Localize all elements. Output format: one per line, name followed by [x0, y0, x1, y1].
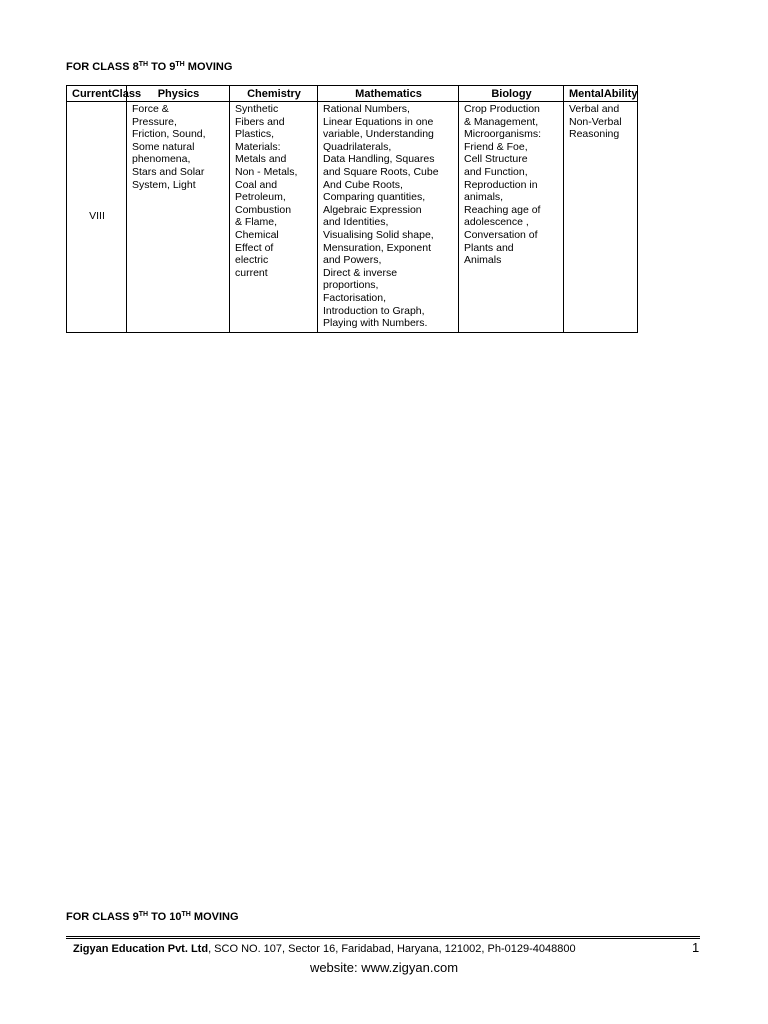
cell-line: current — [235, 266, 268, 279]
cell-line: Fibers and — [235, 115, 285, 128]
header-mental-ability: MentalAbility — [564, 86, 638, 102]
cell-line: Materials: — [235, 140, 281, 153]
cell-line: phenomena, — [132, 153, 191, 166]
cell-line: Coal and — [235, 178, 278, 191]
cell-line: Friend & Foe, — [464, 140, 528, 153]
header-chemistry: Chemistry — [230, 86, 318, 102]
cell-physics — [127, 102, 230, 333]
footer-divider — [66, 936, 700, 939]
cell-line: Plastics, — [235, 128, 275, 141]
cell-line: proportions, — [323, 279, 379, 292]
cell-line: Force & — [132, 103, 169, 115]
cell-line: Algebraic Expression — [323, 203, 422, 216]
cell-line: and Function, — [464, 165, 528, 178]
cell-line: Microorganisms: — [464, 128, 542, 141]
cell-line: Crop Production — [464, 103, 540, 115]
cell-line: Factorisation, — [323, 291, 387, 304]
page-number: 1 — [692, 940, 700, 955]
cell-line: Reasoning — [569, 128, 620, 141]
cell-mental-ability — [564, 102, 638, 333]
cell-line: Chemical — [235, 228, 279, 241]
cell-line: Data Handling, Squares — [323, 153, 435, 166]
cell-line: adolescence , — [464, 216, 529, 229]
header-physics: Physics — [127, 86, 230, 102]
cell-line: Direct & inverse — [323, 266, 398, 279]
cell-line: Stars and Solar — [132, 165, 205, 178]
cell-line: Introduction to Graph, — [323, 304, 425, 317]
cell-line: Cell Structure — [464, 153, 528, 166]
cell-class: VIII — [67, 102, 127, 333]
cell-line: and Powers, — [323, 254, 382, 267]
cell-line: Friction, Sound, — [132, 128, 206, 141]
cell-line: and Square Roots, Cube — [323, 165, 439, 178]
cell-line: Petroleum, — [235, 191, 286, 204]
cell-line: Verbal and — [569, 103, 620, 115]
cell-line: electric — [235, 254, 269, 267]
cell-line: & Flame, — [235, 216, 278, 229]
footer-contact — [73, 943, 576, 955]
cell-line: Mensuration, Exponent — [323, 241, 431, 254]
cell-line: Some natural — [132, 140, 195, 153]
table-row — [67, 102, 638, 333]
cell-line: Non-Verbal — [569, 115, 622, 128]
cell-line: Effect of — [235, 241, 274, 254]
cell-line: Non - Metals, — [235, 165, 298, 178]
section-heading-class-8-to-9: FOR CLASS 8TH TO 9TH MOVING — [66, 61, 233, 73]
cell-line: Visualising Solid shape, — [323, 228, 434, 241]
cell-line: And Cube Roots, — [323, 178, 403, 191]
website-link[interactable]: website: www.zigyan.com — [309, 960, 459, 975]
header-current-class: CurrentClass — [67, 86, 127, 102]
cell-line: Metals and — [235, 153, 287, 166]
cell-line: Pressure, — [132, 115, 177, 128]
cell-mathematics — [318, 102, 459, 333]
cell-line: System, Light — [132, 178, 196, 191]
header-mathematics: Mathematics — [318, 86, 459, 102]
cell-line: Conversation of — [464, 228, 538, 241]
table-header-row — [67, 86, 638, 102]
cell-line: and Identities, — [323, 216, 389, 229]
cell-line: variable, Understanding — [323, 128, 434, 141]
cell-biology — [459, 102, 564, 333]
cell-line: Quadrilaterals, — [323, 140, 392, 153]
header-biology: Biology — [459, 86, 564, 102]
cell-line: Reaching age of — [464, 203, 541, 216]
cell-line: Playing with Numbers. — [323, 317, 428, 330]
cell-chemistry — [230, 102, 318, 333]
cell-line: Reproduction in — [464, 178, 538, 191]
cell-line: Animals — [464, 254, 502, 267]
cell-line: animals, — [464, 191, 504, 204]
cell-line: & Management, — [464, 115, 539, 128]
cell-line: Synthetic — [235, 103, 279, 115]
syllabus-table — [66, 85, 638, 333]
cell-line: Plants and — [464, 241, 514, 254]
cell-line: Linear Equations in one — [323, 115, 434, 128]
cell-line: Rational Numbers, — [323, 103, 410, 115]
section-heading-class-9-to-10: FOR CLASS 9TH TO 10TH MOVING — [66, 911, 239, 923]
cell-line: Comparing quantities, — [323, 191, 426, 204]
company-name: Zigyan Education Pvt. Ltd — [73, 943, 209, 955]
company-address: , SCO NO. 107, Sector 16, Faridabad, Haryana, 121002, Ph-0129-4048800 — [208, 943, 576, 955]
cell-line: Combustion — [235, 203, 292, 216]
